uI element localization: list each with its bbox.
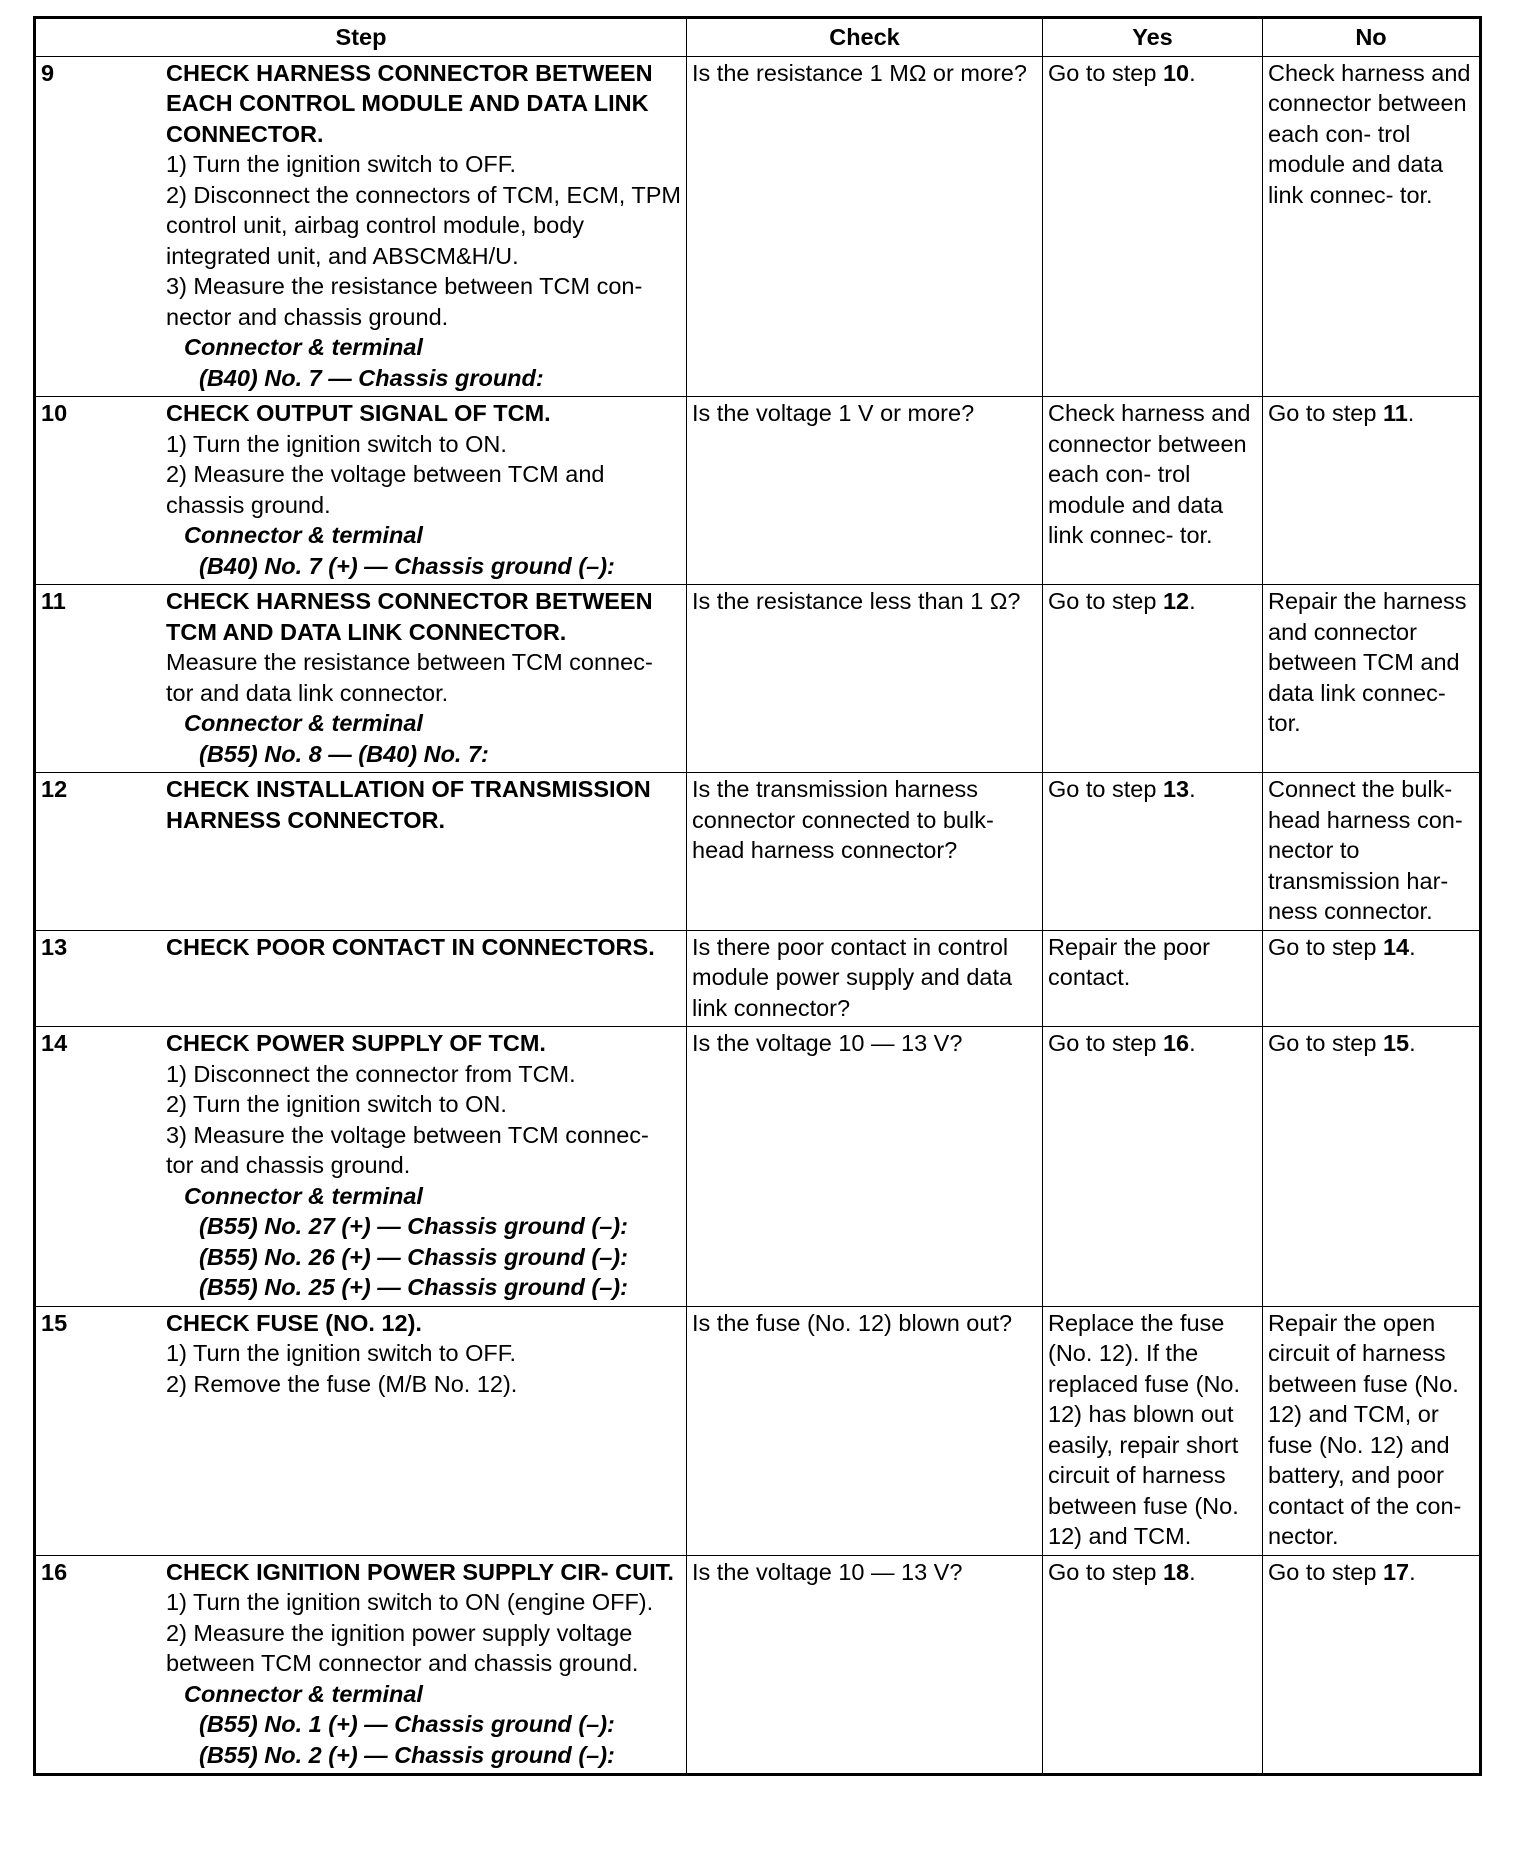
table-row (35, 773, 1481, 931)
step-cell (35, 1555, 687, 1775)
step-title: CHECK POOR CONTACT IN CONNECTORS. (166, 933, 655, 960)
yes-step-ref: 13 (1162, 776, 1190, 802)
step-wrap (41, 1028, 682, 1303)
table-row (35, 1306, 1481, 1555)
check-cell: Is the voltage 1 V or more? (687, 397, 1043, 585)
table-row (35, 1027, 1481, 1307)
step-body (166, 1557, 682, 1771)
table-body (35, 56, 1481, 1775)
step-cell (35, 56, 687, 397)
step-title: CHECK HARNESS CONNECTOR BETWEEN EACH CONTROL MODULE AND DATA LINK CONNECTOR. (166, 59, 653, 147)
terminal-spec: (B55) No. 27 (+) — Chassis ground (–): (199, 1213, 628, 1239)
step-title: CHECK OUTPUT SIGNAL OF TCM. (166, 400, 551, 426)
connector-terminal-label: Connector & terminal (184, 1680, 423, 1707)
table-row (35, 397, 1481, 585)
step-wrap (41, 398, 682, 581)
yes-cell: Go to step 12. (1043, 585, 1263, 773)
yes-cell: Go to step 10. (1043, 56, 1263, 397)
step-number: 14 (41, 1030, 68, 1056)
step-title: CHECK FUSE (NO. 12). (166, 1309, 422, 1336)
step-cell (35, 397, 687, 585)
no-cell: Go to step 17. (1263, 1555, 1481, 1775)
step-number: 13 (41, 933, 68, 960)
no-cell: Go to step 14. (1263, 930, 1481, 1027)
terminal-spec: (B40) No. 7 — Chassis ground: (199, 364, 544, 391)
yes-cell: Check harness and connector between each con- trol module and data link connec- tor. (1043, 397, 1263, 585)
check-cell: Is the voltage 10 — 13 V? (687, 1027, 1043, 1307)
step-title: CHECK HARNESS CONNECTOR BETWEEN TCM AND DATA LINK CONNECTOR. (166, 588, 653, 645)
step-body (166, 1028, 682, 1303)
yes-cell: Go to step 18. (1043, 1555, 1263, 1775)
table-row (35, 56, 1481, 397)
yes-step-ref: 16 (1162, 1030, 1190, 1056)
step-cell (35, 1306, 687, 1555)
terminal-spec: (B55) No. 2 (+) — Chassis ground (–): (199, 1741, 615, 1768)
yes-step-ref: 12 (1162, 588, 1190, 614)
step-number: 11 (41, 588, 66, 614)
step-title: CHECK POWER SUPPLY OF TCM. (166, 1030, 546, 1056)
step-instruction: 2) Remove the fuse (M/B No. 12). (166, 1370, 518, 1397)
no-cell: Repair the open circuit of harness between fuse (No. 12) and TCM, or fuse (No. 12) and battery, and poor contact of the con- nector. (1263, 1306, 1481, 1555)
terminal-spec: (B55) No. 8 — (B40) No. 7: (199, 740, 489, 767)
step-number: 12 (41, 776, 68, 802)
no-step-ref: 17 (1382, 1558, 1410, 1585)
connector-terminal-label: Connector & terminal (184, 1182, 423, 1209)
step-instruction: Measure the resistance between TCM connec- tor and data link connector. (166, 649, 653, 706)
table-row (35, 930, 1481, 1027)
step-body (166, 398, 682, 581)
step-cell (35, 930, 687, 1027)
step-instruction: 2) Disconnect the connectors of TCM, ECM, TPM control unit, airbag control module, body integrated unit, and ABSCM&H/U. (166, 181, 682, 269)
header-yes: Yes (1043, 18, 1263, 57)
header-no: No (1263, 18, 1481, 57)
step-wrap (41, 586, 682, 769)
table-row (35, 1555, 1481, 1775)
no-step-ref: 15 (1382, 1030, 1410, 1056)
check-cell: Is the transmission harness connector connected to bulk- head harness connector? (687, 773, 1043, 931)
no-cell: Connect the bulk- head harness con- nector to transmission har- ness connector. (1263, 773, 1481, 931)
step-instruction: 1) Turn the ignition switch to ON (engine OFF). (166, 1589, 654, 1615)
yes-cell: Go to step 13. (1043, 773, 1263, 931)
step-instruction: 1) Turn the ignition switch to ON. (166, 430, 507, 457)
header-step: Step (35, 18, 687, 57)
check-cell: Is the resistance less than 1 Ω? (687, 585, 1043, 773)
terminal-spec: (B55) No. 26 (+) — Chassis ground (–): (199, 1243, 628, 1270)
no-step-ref: 11 (1382, 400, 1408, 426)
terminal-spec: (B55) No. 1 (+) — Chassis ground (–): (199, 1711, 615, 1737)
step-body (166, 1308, 682, 1400)
yes-cell: Repair the poor contact. (1043, 930, 1263, 1027)
step-number: 16 (41, 1558, 68, 1585)
step-instruction: 1) Turn the ignition switch to OFF. (166, 1340, 517, 1366)
step-instruction: 2) Measure the ignition power supply voltage between TCM connector and chassis ground. (166, 1619, 639, 1676)
yes-cell: Go to step 16. (1043, 1027, 1263, 1307)
step-instruction: 3) Measure the resistance between TCM con- nector and chassis ground. (166, 273, 643, 330)
step-wrap (41, 932, 682, 963)
step-instruction: 2) Measure the voltage between TCM and chassis ground. (166, 461, 605, 518)
step-instruction: 1) Disconnect the connector from TCM. (166, 1060, 576, 1087)
check-cell: Is there poor contact in control module power supply and data link connector? (687, 930, 1043, 1027)
yes-cell: Replace the fuse (No. 12). If the replaced fuse (No. 12) has blown out easily, repair short circuit of harness between fuse (No. 12) and TCM. (1043, 1306, 1263, 1555)
step-wrap (41, 1308, 682, 1400)
check-cell: Is the fuse (No. 12) blown out? (687, 1306, 1043, 1555)
yes-step-ref: 18 (1162, 1558, 1190, 1585)
step-instruction: 2) Turn the ignition switch to ON. (166, 1091, 507, 1117)
step-wrap (41, 1557, 682, 1771)
connector-terminal-label: Connector & terminal (184, 522, 423, 548)
table-row (35, 585, 1481, 773)
header-row (35, 18, 1481, 57)
step-cell (35, 1027, 687, 1307)
no-cell: Go to step 11. (1263, 397, 1481, 585)
step-body (166, 932, 682, 963)
step-body (166, 586, 682, 769)
no-cell: Repair the harness and connector between TCM and data link connec- tor. (1263, 585, 1481, 773)
step-body (166, 774, 682, 835)
step-number: 15 (41, 1309, 68, 1336)
no-step-ref: 14 (1382, 933, 1410, 960)
step-number: 10 (41, 400, 68, 426)
connector-terminal-label: Connector & terminal (184, 334, 423, 360)
terminal-spec: (B40) No. 7 (+) — Chassis ground (–): (199, 552, 615, 579)
header-check: Check (687, 18, 1043, 57)
terminal-spec: (B55) No. 25 (+) — Chassis ground (–): (199, 1274, 628, 1300)
yes-step-ref: 10 (1162, 59, 1190, 86)
step-cell (35, 585, 687, 773)
step-cell (35, 773, 687, 931)
step-instruction: 3) Measure the voltage between TCM connec- tor and chassis ground. (166, 1121, 649, 1178)
step-title: CHECK INSTALLATION OF TRANSMISSION HARNESS CONNECTOR. (166, 776, 651, 833)
diagnostic-table (33, 16, 1482, 1776)
step-wrap (41, 58, 682, 394)
step-wrap (41, 774, 682, 835)
step-title: CHECK IGNITION POWER SUPPLY CIR- CUIT. (166, 1558, 674, 1585)
connector-terminal-label: Connector & terminal (184, 710, 423, 736)
check-cell: Is the voltage 10 — 13 V? (687, 1555, 1043, 1775)
step-instruction: 1) Turn the ignition switch to OFF. (166, 151, 517, 177)
step-number: 9 (41, 59, 55, 86)
step-body (166, 58, 682, 394)
no-cell: Check harness and connector between each con- trol module and data link connec- tor. (1263, 56, 1481, 397)
no-cell: Go to step 15. (1263, 1027, 1481, 1307)
check-cell: Is the resistance 1 MΩ or more? (687, 56, 1043, 397)
